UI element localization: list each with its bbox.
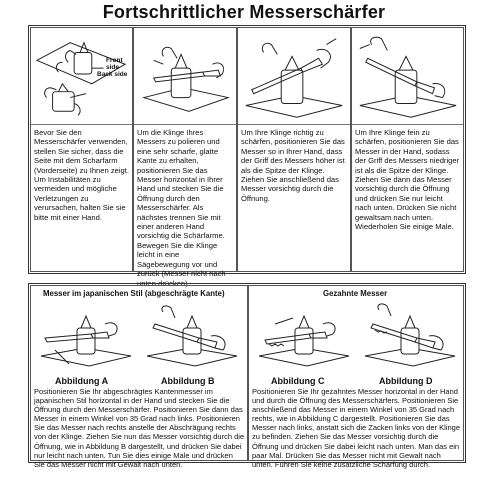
step-2-text: Um die Klinge Ihres Messers zu polieren und eine sehr scharfe, glatte Kante zu erhalten, positionieren Sie das Messer horizontal in Ihrer Hand und stecken Sie die Öffnung durch den Messerschärfer. Als nächstes trennen Sie mit einer anderen Hand vorsichtig die Schärfarme. Bewegen Sie die Klinge leicht in eine Sägebewegung vor und zurück (Messer nicht nach unten drücken). bbox=[137, 128, 226, 288]
serrated-knife-title: Gezahnte Messer bbox=[323, 289, 388, 298]
step-3-illustration bbox=[238, 28, 350, 125]
japanese-knife-text: Positionieren Sie Ihr abgeschrägtes Kantenmesser im japanischen Stil horizontal in der Hand und stecken Sie die Öffnung durch den Messerschärfer. Positionieren Sie dann das Messer in einem Winkel von 35 Grad nach links. Positionieren Sie das Messer nach rechts anstelle der Abschrägung rechts von der Klinge. Ziehen Sie nun das Messer vorsichtig durch die Öffnung, wie in Abbildung B dargestellt, und drücken Sie dabei nur leicht nach unten. Tun Sie dies einige Male und drücken Sie das Messer nicht mit Gewalt nach unten. bbox=[34, 387, 245, 469]
figure-c-label: Abbildung C bbox=[271, 376, 325, 386]
step-3-text: Um Ihre Klinge richtig zu schärfen, positionieren Sie das Messer so in Ihrer Hand, dass der Griff des Messers höher ist als die Spitze der Klinge. Ziehen Sie anschließend das Messer vorsichtig durch die Öffnung. bbox=[241, 128, 345, 203]
figure-d-illustration bbox=[359, 302, 459, 368]
page-title: Fortschrittlicher Messerschärfer bbox=[102, 2, 386, 22]
step-4-illustration bbox=[352, 28, 463, 125]
step-4-text: Um Ihre Klinge fein zu schärfen, positionieren Sie das Messer in der Hand, sodass der Griff des Messers niedriger ist als die Spitze der Klinge. Ziehen Sie dann das Messer vorsichtig durch die Öffnung und drücken Sie nur leicht nach unten. Drücken Sie nicht gewaltsam nach unten. Wiederholen Sie einige Male. bbox=[355, 128, 460, 232]
figure-b-label: Abbildung B bbox=[161, 376, 215, 386]
step-1 bbox=[30, 27, 133, 272]
figure-c-illustration bbox=[253, 302, 353, 368]
front-side-label: Front side bbox=[106, 57, 123, 71]
figure-b-illustration bbox=[141, 302, 241, 368]
step-4 bbox=[351, 27, 464, 272]
back-side-label: Back side bbox=[97, 71, 128, 78]
step-2 bbox=[133, 27, 237, 288]
step-3 bbox=[237, 27, 351, 272]
figure-a-illustration bbox=[35, 302, 135, 368]
serrated-knife-panel bbox=[248, 285, 464, 469]
figure-a-label: Abbildung A bbox=[55, 376, 109, 386]
step-2-illustration bbox=[134, 28, 236, 125]
japanese-knife-panel bbox=[30, 285, 248, 469]
japanese-knife-title: Messer im japanischen Stil (abgeschrägte Kante) bbox=[43, 289, 225, 298]
figure-d-label: Abbildung D bbox=[379, 376, 433, 386]
step-1-text: Bevor Sie den Messerschärfer verwenden, stellen Sie sicher, dass die Seite mit dem Scharfarm (Vorderseite) zu Ihnen zeigt. Um Instabilitäten zu vermeiden und mögliche Verletzungen zu verursachen, halten Sie sie bitte mit einer Hand. bbox=[34, 128, 129, 222]
serrated-knife-text: Positionieren Sie Ihr gezahntes Messer horizontal in der Hand und durch die Öffnung des Messerschärfers. Positionieren Sie anschließend das Messer in einem Winkel von 35 Grad nach rechts, wie in Abbildung C dargestellt. Positionieren Sie das Messer nach links, anstatt sich die Zacken links von der Klinge zu befinden. Ziehen Sie das Messer vorsichtig durch die Öffnung und drücken Sie dabei leicht nach unten. Man das ein paar Mal. Drücken Sie das Messer nicht mit Gewalt nach unten. Führen Sie keine zusätzliche Schärfung durch. bbox=[252, 387, 461, 469]
